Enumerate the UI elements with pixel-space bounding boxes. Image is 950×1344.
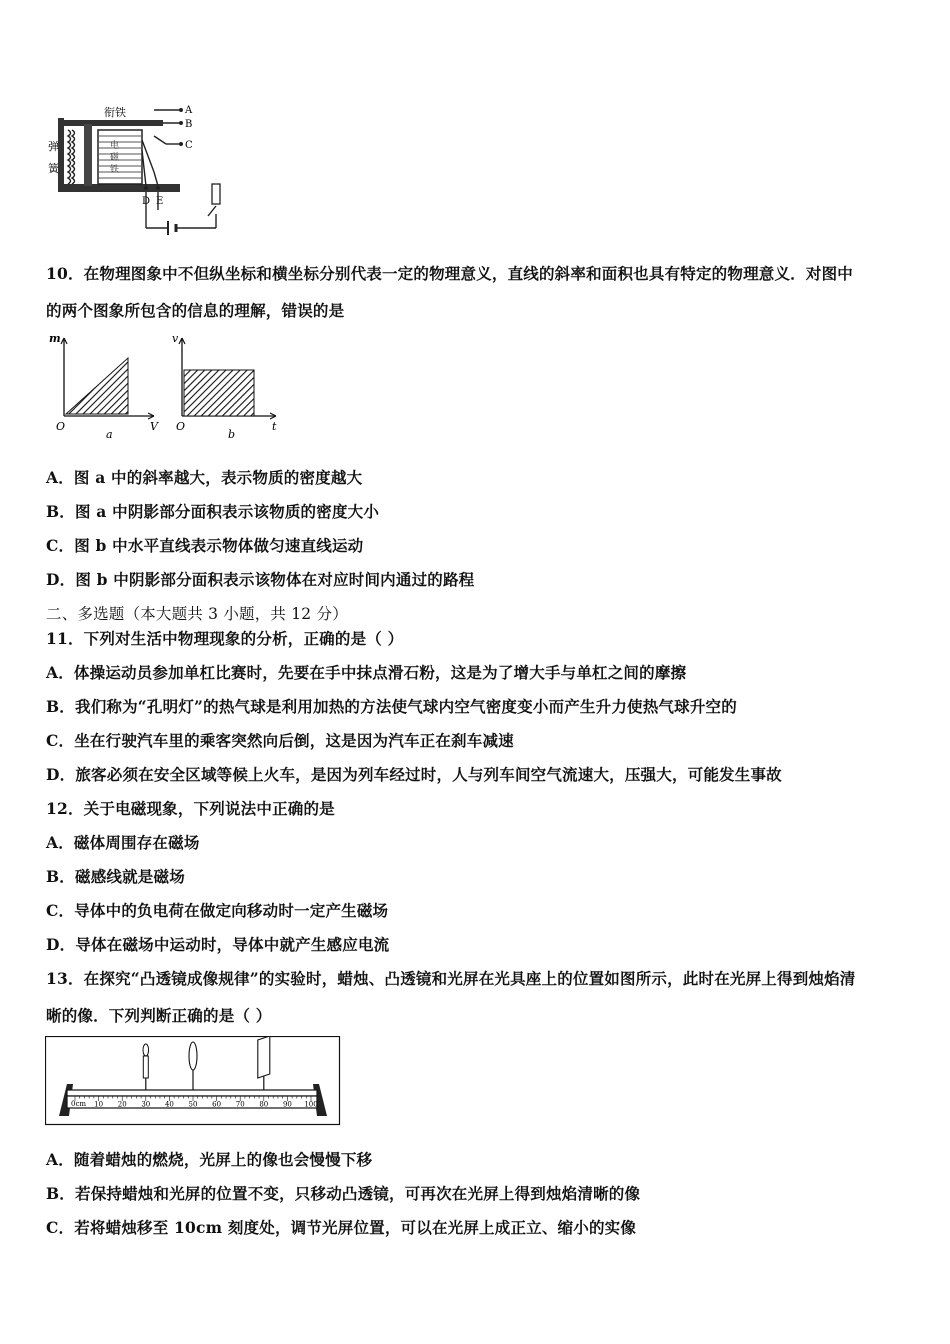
bench-scale-label: 100 bbox=[304, 1100, 318, 1109]
q13-stem-line2: 晰的像．下列判断正确的是（ ） bbox=[46, 1006, 272, 1025]
armature-bar bbox=[58, 120, 163, 126]
q11-stem: 11．下列对生活中物理现象的分析，正确的是（ ） bbox=[46, 629, 404, 648]
terminal-e: E bbox=[156, 196, 164, 207]
graph-a-caption: a bbox=[106, 428, 113, 441]
relay-figure bbox=[46, 100, 246, 242]
graph-a-y-label: m bbox=[49, 332, 61, 345]
optical-bench-svg bbox=[45, 1036, 341, 1126]
bench-scale-label: 50 bbox=[188, 1100, 198, 1109]
q11-option-d: D．旅客必须在安全区域等候上火车，是因为列车经过时，人与列车间空气流速大，压强大，可能发生事故 bbox=[46, 765, 782, 784]
q12-option-d: D．导体在磁场中运动时，导体中就产生感应电流 bbox=[46, 935, 390, 954]
q10-option-a: A．图 a 中的斜率越大，表示物质的密度越大 bbox=[46, 468, 363, 487]
q12-option-a: A．磁体周围存在磁场 bbox=[46, 833, 200, 852]
bench-scale-label: 10 bbox=[94, 1100, 104, 1109]
label-armature: 衔铁 bbox=[104, 106, 126, 119]
bench-unit-label: 0cm bbox=[71, 1100, 87, 1108]
terminal-c: C bbox=[185, 140, 193, 151]
q10-graphs bbox=[46, 330, 296, 442]
bench-scale-label: 90 bbox=[282, 1100, 292, 1109]
q13-option-c: C．若将蜡烛移至 10cm 刻度处，调节光屏位置，可以在光屏上成正立、缩小的实像 bbox=[46, 1218, 637, 1237]
q13-option-a: A．随着蜡烛的燃烧，光屏上的像也会慢慢下移 bbox=[46, 1150, 373, 1169]
bench-rail bbox=[67, 1090, 317, 1096]
graph-a bbox=[49, 332, 159, 441]
label-core-1: 电 bbox=[110, 141, 120, 151]
resistor bbox=[212, 184, 220, 204]
graph-b-x-label: t bbox=[272, 420, 277, 433]
q12-stem: 12．关于电磁现象，下列说法中正确的是 bbox=[46, 799, 335, 818]
terminal-d: D bbox=[142, 196, 151, 207]
relay-diagram bbox=[46, 100, 246, 242]
relay-contacts bbox=[142, 110, 216, 228]
graph-b-shaded-area bbox=[184, 370, 254, 416]
graph-a-x-label: V bbox=[150, 420, 158, 433]
q11-option-c: C．坐在行驶汽车里的乘客突然向后倒，这是因为汽车正在刹车减速 bbox=[46, 731, 514, 750]
spring bbox=[68, 130, 75, 184]
terminal-b: B bbox=[185, 119, 193, 130]
q13-stem-line1: 13．在探究“凸透镜成像规律”的实验时，蜡烛、凸透镜和光屏在光具座上的位置如图所示，此时在光屏上得到烛焰清 bbox=[46, 969, 856, 988]
bench-scale-label: 20 bbox=[117, 1100, 127, 1109]
q10-graphs-svg bbox=[46, 330, 296, 442]
relay-base bbox=[58, 184, 180, 192]
iron-core bbox=[84, 124, 92, 186]
q10-option-c: C．图 b 中水平直线表示物体做匀速直线运动 bbox=[46, 536, 364, 555]
graph-b bbox=[172, 332, 277, 441]
graph-b-origin: O bbox=[176, 420, 186, 433]
label-core-3: 铁 bbox=[110, 165, 120, 175]
graph-a-origin: O bbox=[56, 420, 66, 433]
bench-scale-label: 70 bbox=[235, 1100, 245, 1109]
relay-post bbox=[58, 118, 64, 190]
q10-option-b: B．图 a 中阴影部分面积表示该物质的密度大小 bbox=[46, 502, 380, 521]
q10-option-d: D．图 b 中阴影部分面积表示该物体在对应时间内通过的路程 bbox=[46, 570, 475, 589]
graph-a-shaded-area bbox=[66, 358, 128, 414]
bench-scale-label: 30 bbox=[141, 1100, 151, 1109]
q11-option-a: A．体操运动员参加单杠比赛时，先要在手中抹点滑石粉，这是为了增大手与单杠之间的摩擦 bbox=[46, 663, 687, 682]
electromagnet bbox=[98, 130, 142, 184]
bench-scale-label: 80 bbox=[259, 1100, 269, 1109]
bench-scale-label: 40 bbox=[164, 1100, 174, 1109]
q12-option-b: B．磁感线就是磁场 bbox=[46, 867, 185, 886]
q11-option-b: B．我们称为“孔明灯”的热气球是利用加热的方法使气球内空气密度变小而产生升力使热气球升空的 bbox=[46, 697, 737, 716]
graph-b-caption: b bbox=[228, 428, 236, 441]
optical-bench-figure bbox=[45, 1036, 341, 1126]
section2-heading: 二、多选题（本大题共 3 小题，共 12 分） bbox=[46, 605, 348, 623]
bench-scale-label: 60 bbox=[212, 1100, 222, 1109]
q12-option-c: C．导体中的负电荷在做定向移动时一定产生磁场 bbox=[46, 901, 389, 920]
terminal-a: A bbox=[185, 105, 193, 116]
label-spring-2: 簧 bbox=[48, 162, 59, 175]
q13-option-b: B．若保持蜡烛和光屏的位置不变，只移动凸透镜，可再次在光屏上得到烛焰清晰的像 bbox=[46, 1184, 641, 1203]
q10-stem-line1: 10．在物理图象中不但纵坐标和横坐标分别代表一定的物理意义，直线的斜率和面积也具有特定的物理意义．对图中 bbox=[46, 264, 853, 283]
graph-b-y-label: v bbox=[172, 332, 179, 345]
label-core-2: 磁 bbox=[110, 153, 120, 163]
q10-stem-line2: 的两个图象所包含的信息的理解，错误的是 bbox=[46, 301, 345, 320]
label-spring-1: 弹 bbox=[48, 140, 59, 153]
